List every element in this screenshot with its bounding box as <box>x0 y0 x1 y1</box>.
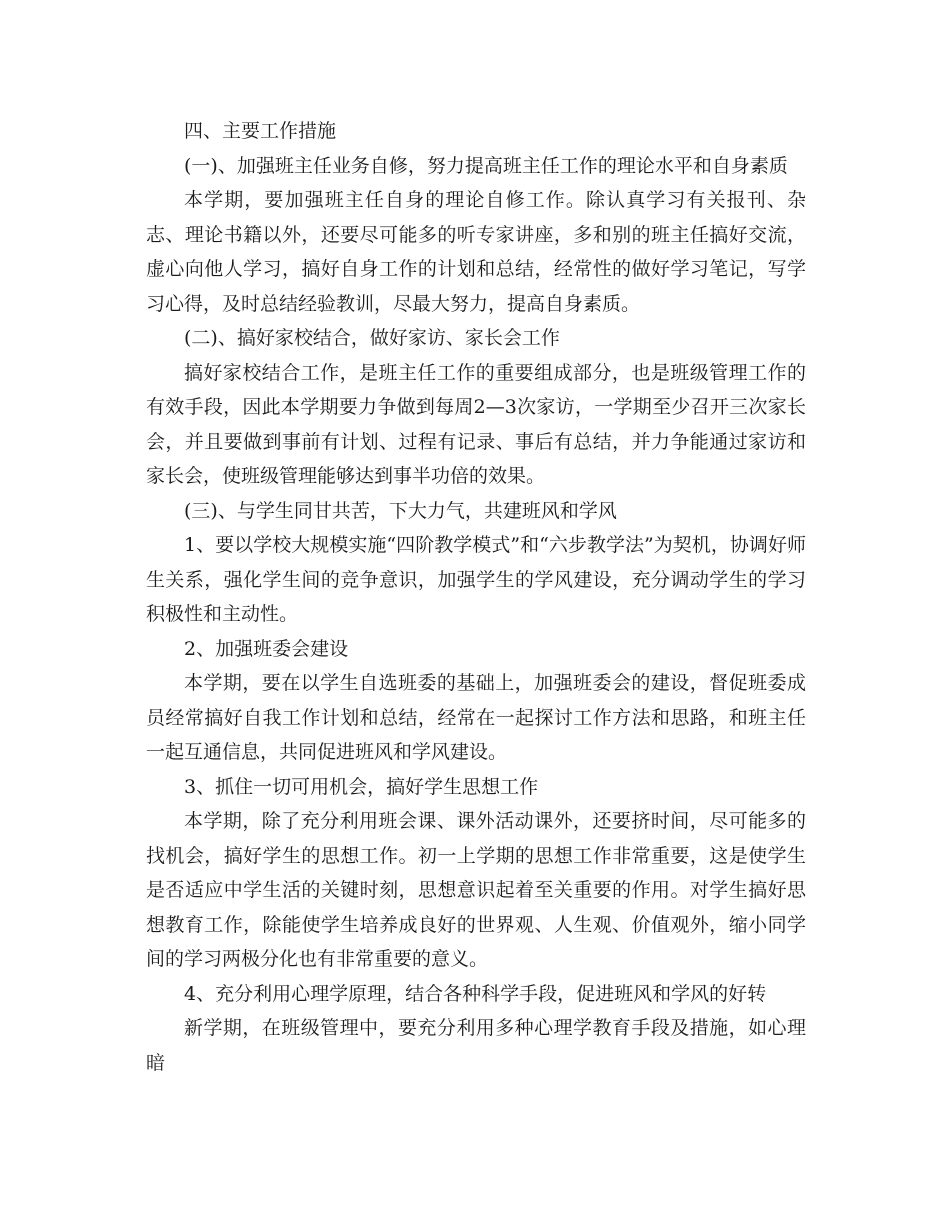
body-paragraph: 1、要以学校大规模实施“四阶教学模式”和“六步教学法”为契机，协调好师生关系，强化学生间的竞争意识，加强学生的学风建设，充分调动学生的学习积极性和主动性。 <box>146 534 806 625</box>
subsection-heading: (一)、加强班主任业务自修，努力提高班主任工作的理论水平和自身素质 <box>184 154 788 177</box>
body-paragraph: 本学期，要在以学生自选班委的基础上，加强班委会的建设，督促班委成员经常搞好自我工作计划和总结，经常在一起探讨工作方法和思路，和班主任一起互通信息，共同促进班风和学风建设。 <box>146 672 806 763</box>
body-paragraph: 新学期，在班级管理中，要充分利用多种心理学教育手段及措施，如心理暗 <box>146 1017 806 1074</box>
subsection-heading: (二)、搞好家校结合，做好家访、家长会工作 <box>184 327 560 349</box>
body-paragraph: 本学期，要加强班主任自身的理论自修工作。除认真学习有关报刊、杂志、理论书籍以外，还要尽可能多的听专家讲座，多和别的班主任搞好交流，虚心向他人学习，搞好自身工作的计划和总结，经常性的做好学习笔记，写学习心得，及时总结经验教训，尽最大努力，提高自身素质。 <box>146 189 806 315</box>
item-heading: 3、抓住一切可用机会，搞好学生思想工作 <box>184 775 539 798</box>
item-heading: 2、加强班委会建设 <box>184 637 349 660</box>
body-paragraph: 本学期，除了充分利用班会课、课外活动课外，还要挤时间，尽可能多的找机会，搞好学生的思想工作。初一上学期的思想工作非常重要，这是使学生是否适应中学生活的关键时刻，思想意识起着至关重要的作用。对学生搞好思想教育工作，除能使学生培养成良好的世界观、人生观、价值观外，缩小同学间的学习两极分化也有非常重要的意义。 <box>146 810 806 970</box>
section-heading: 四、主要工作措施 <box>184 120 337 142</box>
item-heading: 4、充分利用心理学原理，结合各种科学手段，促进班风和学风的好转 <box>184 982 767 1005</box>
subsection-heading: (三)、与学生同甘共苦，下大力气，共建班风和学风 <box>184 499 617 522</box>
document-body <box>146 114 806 1080</box>
body-paragraph: 搞好家校结合工作，是班主任工作的重要组成部分，也是班级管理工作的有效手段，因此本学期要力争做到每周2—3次家访，一学期至少召开三次家长会，并且要做到事前有计划、过程有记录、事后有总结，并力争能通过家访和家长会，使班级管理能够达到事半功倍的效果。 <box>146 361 806 487</box>
